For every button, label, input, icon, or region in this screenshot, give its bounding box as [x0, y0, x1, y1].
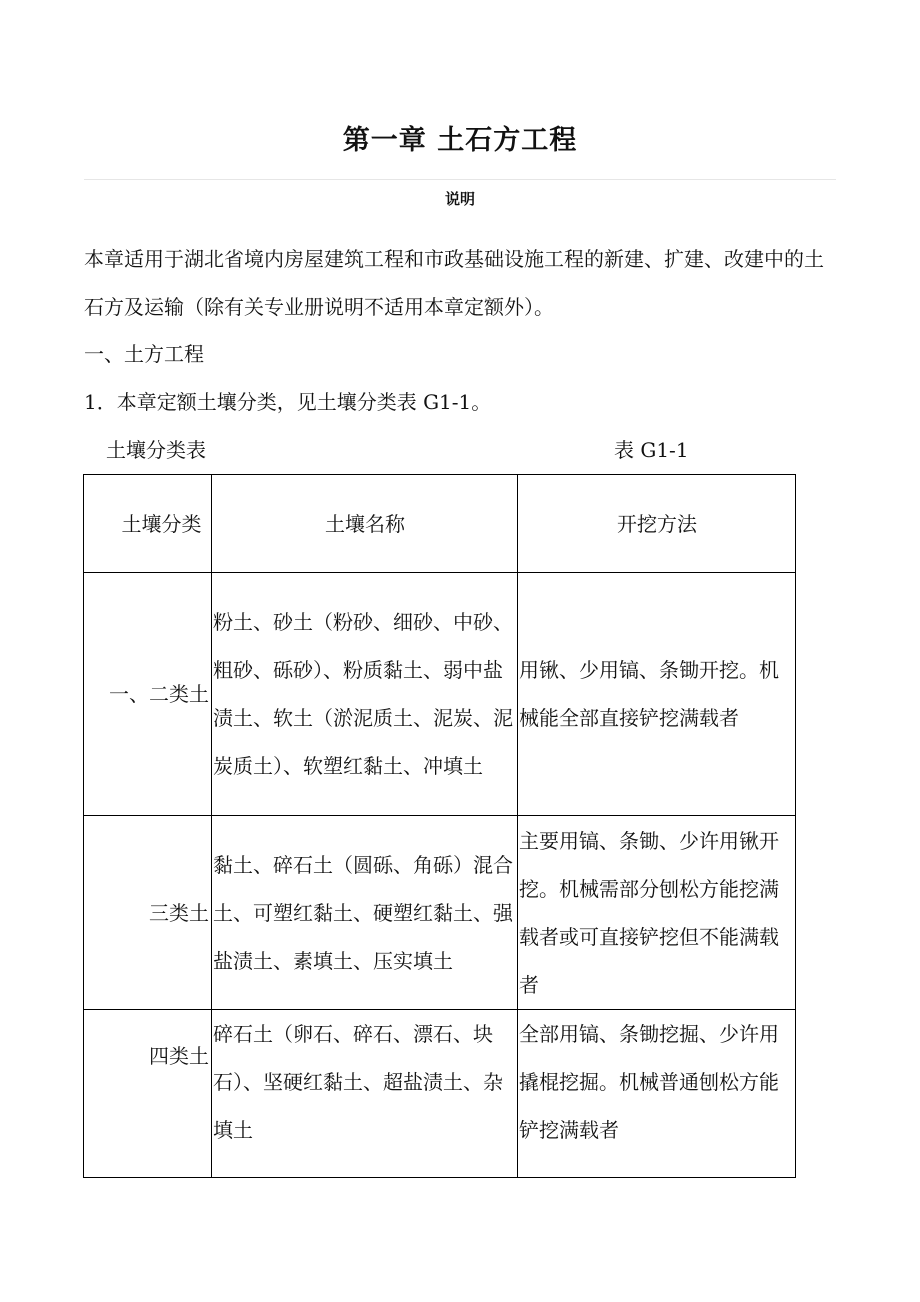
- table-row: [84, 816, 796, 1010]
- cell-method: 主要用镐、条锄、少许用锹开挖。机械需部分刨松方能挖满载者或可直接铲挖但不能满载者: [518, 816, 796, 1010]
- section-subtitle: 说明: [444, 190, 475, 208]
- header-category: 土壤分类: [84, 475, 212, 573]
- table-caption: 土壤分类表: [106, 438, 206, 462]
- cell-name: 粉土、砂土（粉砂、细砂、中砂、粗砂、砾砂）、粉质黏土、弱中盐渍土、软土（淤泥质土、泥炭、泥炭质土）、软塑红黏土、冲填土: [212, 573, 518, 816]
- cell-name: 碎石土（卵石、碎石、漂石、块石）、坚硬红黏土、超盐渍土、杂填土: [212, 1010, 518, 1178]
- section-heading: 一、土方工程: [84, 342, 204, 366]
- table-number: 表 G1-1: [614, 438, 689, 462]
- numbered-item: 1．本章定额土壤分类，见土壤分类表 G1-1。: [84, 390, 492, 414]
- table-row: [84, 573, 796, 816]
- table-row: [84, 1010, 796, 1178]
- cell-method: 用锹、少用镐、条锄开挖。机械能全部直接铲挖满载者: [518, 573, 796, 816]
- table-header-row: [84, 475, 796, 573]
- chapter-title: 第一章 土石方工程: [342, 125, 578, 156]
- cell-category: 四类土: [84, 1010, 212, 1178]
- soil-classification-table: [83, 474, 796, 1178]
- cell-name: 黏土、碎石土（圆砾、角砾）混合土、可塑红黏土、硬塑红黏土、强盐渍土、素填土、压实填土: [212, 816, 518, 1010]
- cell-category: 三类土: [84, 816, 212, 1010]
- header-name: 土壤名称: [212, 475, 518, 573]
- intro-paragraph: 本章适用于湖北省境内房屋建筑工程和市政基础设施工程的新建、扩建、改建中的土石方及运输（除有关专业册说明不适用本章定额外）。: [84, 247, 824, 319]
- header-method: 开挖方法: [518, 475, 796, 573]
- title-divider: [84, 179, 836, 180]
- cell-method: 全部用镐、条锄挖掘、少许用撬棍挖掘。机械普通刨松方能铲挖满载者: [518, 1010, 796, 1178]
- cell-category: 一、二类土: [84, 573, 212, 816]
